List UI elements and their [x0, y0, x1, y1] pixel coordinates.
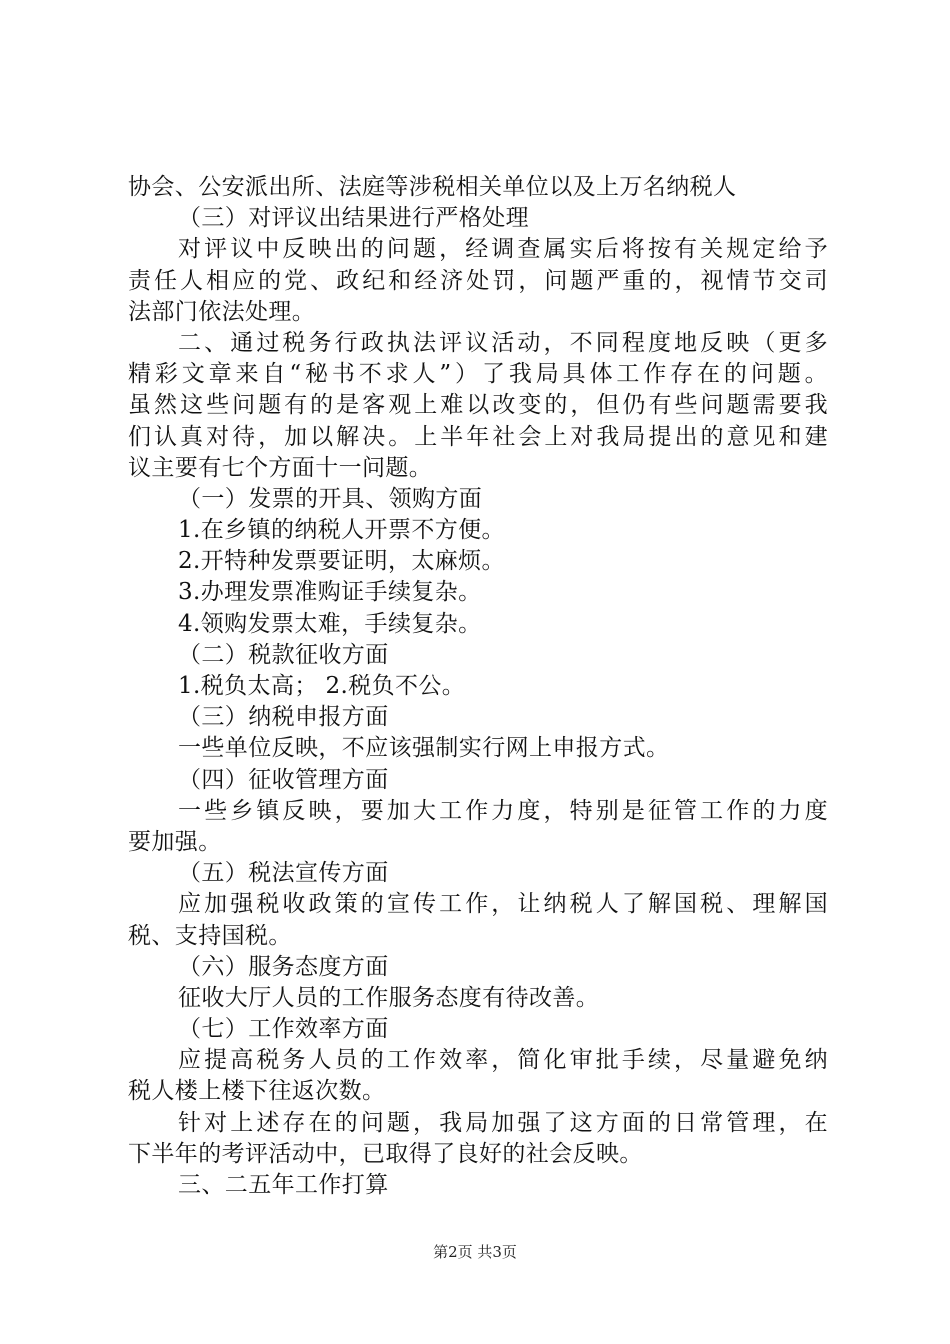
text-line: 4.领购发票太难，手续复杂。: [178, 610, 482, 637]
text-line: 3.办理发票准购证手续复杂。: [178, 579, 482, 606]
text-line: （五）税法宣传方面: [178, 860, 389, 887]
text-line: 2.开特种发票要证明，太麻烦。: [178, 548, 505, 575]
text-line: 责任人相应的党、政纪和经济处罚，问题严重的，视情节交司: [128, 267, 828, 294]
text-line: 税、支持国税。: [128, 922, 292, 949]
text-line: （四）征收管理方面: [178, 766, 389, 793]
text-line: 精彩文章来自“秘书不求人”）了我局具体工作存在的问题。: [128, 361, 828, 388]
text-line: 1.在乡镇的纳税人开票不方便。: [178, 517, 505, 544]
text-line: （三）纳税申报方面: [178, 704, 389, 731]
text-line: （六）服务态度方面: [178, 953, 389, 980]
text-line: 们认真对待，加以解决。上半年社会上对我局提出的意见和建: [128, 423, 828, 450]
text-line: （七）工作效率方面: [178, 1016, 389, 1043]
text-line: 征收大厅人员的工作服务态度有待改善。: [178, 984, 600, 1011]
text-line: 对评议中反映出的问题，经调查属实后将按有关规定给予: [178, 236, 828, 263]
text-line: 针对上述存在的问题，我局加强了这方面的日常管理，在: [178, 1109, 828, 1136]
text-line: 虽然这些问题有的是客观上难以改变的，但仍有些问题需要我: [128, 392, 828, 419]
text-line: （三）对评议出结果进行严格处理: [178, 205, 529, 232]
text-line: 要加强。: [128, 828, 222, 855]
text-line: 一些乡镇反映，要加大工作力度，特别是征管工作的力度: [178, 797, 828, 824]
text-line: （二）税款征收方面: [178, 641, 389, 668]
text-line: 协会、公安派出所、法庭等涉税相关单位以及上万名纳税人: [128, 174, 737, 200]
text-line: 应提高税务人员的工作效率，简化审批手续，尽量避免纳: [178, 1047, 828, 1074]
text-line: 下半年的考评活动中，已取得了良好的社会反映。: [128, 1140, 643, 1167]
text-line: （一）发票的开具、领购方面: [178, 485, 483, 512]
text-line: 三、二五年工作打算: [178, 1172, 389, 1198]
page-footer: 第2页 共3页: [433, 1243, 517, 1261]
text-line: 1.税负太高； 2.税负不公。: [178, 673, 466, 699]
text-line: 法部门依法处理。: [128, 298, 316, 325]
text-line: 二、通过税务行政执法评议活动，不同程度地反映（更多: [178, 329, 828, 356]
text-line: 一些单位反映，不应该强制实行网上申报方式。: [178, 735, 670, 762]
text-line: 应加强税收政策的宣传工作，让纳税人了解国税、理解国: [178, 891, 828, 918]
text-line: 税人楼上楼下往返次数。: [128, 1078, 386, 1105]
text-line: 议主要有七个方面十一问题。: [128, 454, 433, 481]
document-body: [128, 172, 828, 1201]
